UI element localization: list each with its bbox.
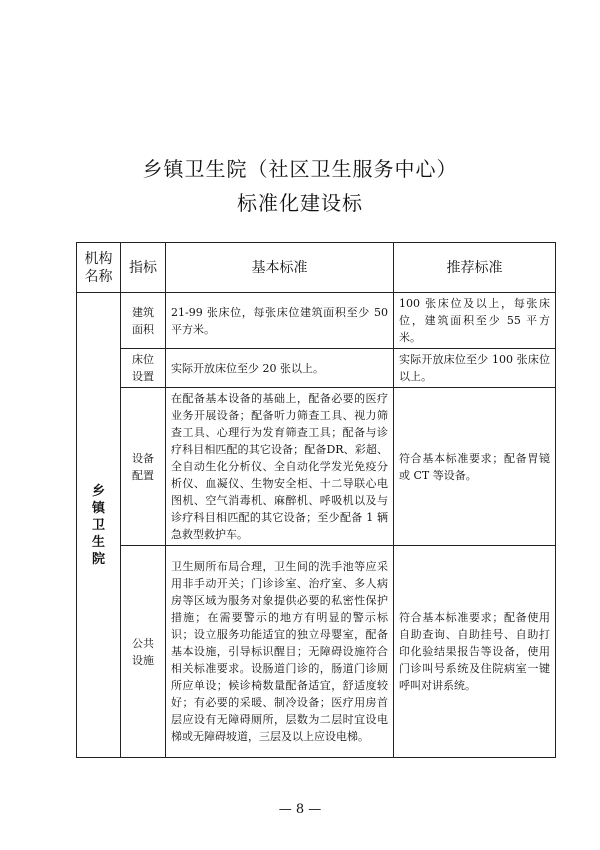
basic-standard-cell: 21-99 张床位，每张床位建筑面积至少 50 平方米。 [166, 293, 394, 349]
standards-table [76, 242, 556, 758]
document-title-line2: 标准化建设标 [237, 191, 363, 215]
table-row [77, 293, 556, 349]
document-title-line1: 乡镇卫生院（社区卫生服务中心） [142, 157, 458, 181]
recommended-standard-cell: 符合基本标准要求；配备使用自助查询、自助挂号、自助打印化验结果报告等设备，使用门诊叫号系统及住院病室一键呼叫对讲系统。 [394, 546, 556, 758]
basic-standard-cell: 卫生厕所布局合理，卫生间的洗手池等应采用非手动开关；门诊诊室、治疗室、多人病房等区域为服务对象提供必要的私密性保护措施；在需要警示的地方有明显的警示标识；设立服务功能适宜的独立母婴室，配备基本设施，引导标识醒目；无障碍设施符合相关标准要求。设肠道门诊的，肠道门诊厕所应单设；候诊椅数量配备适宜，舒适度较好；有必要的采暖、制冷设备；医疗用房首层应设有无障碍厕所，层数为二层时宜设电梯或无障碍坡道，三层及以上应设电梯。 [166, 546, 394, 758]
indicator-cell: 床位设置 [121, 349, 166, 388]
page-number: — 8 — [278, 802, 322, 817]
header-indicator: 指标 [121, 243, 166, 293]
header-recommended: 推荐标准 [394, 243, 556, 293]
table-row [77, 546, 556, 758]
indicator-cell: 建筑面积 [121, 293, 166, 349]
table-row [77, 388, 556, 546]
header-basic: 基本标准 [166, 243, 394, 293]
table-row [77, 349, 556, 388]
basic-standard-cell: 实际开放床位至少 20 张以上。 [166, 349, 394, 388]
indicator-cell: 设备配置 [121, 388, 166, 546]
recommended-standard-cell: 符合基本标准要求；配备胃镜或 CT 等设备。 [394, 388, 556, 546]
indicator-cell: 公共设施 [121, 546, 166, 758]
basic-standard-cell: 在配备基本设备的基础上，配备必要的医疗业务开展设备；配备听力筛查工具、视力筛查工具、心理行为发育筛查工具；配备与诊疗科目相匹配的其它设备；配备DR、彩超、全自动生化分析仪、全自动化学发光免疫分析仪、血凝仪、生物安全柜、十二导联心电图机、空气消毒机、麻醉机、呼吸机以及与诊疗科目相匹配的其它设备；至少配备 1 辆急救型救护车。 [166, 388, 394, 546]
recommended-standard-cell: 实际开放床位至少 100 张床位以上。 [394, 349, 556, 388]
header-row [77, 243, 556, 293]
header-org: 机构名称 [77, 243, 121, 293]
recommended-standard-cell: 100 张床位及以上，每张床位，建筑面积至少 55 平方米。 [394, 293, 556, 349]
org-name: 乡镇卫生院 [91, 483, 105, 567]
org-name-cell [77, 293, 121, 758]
